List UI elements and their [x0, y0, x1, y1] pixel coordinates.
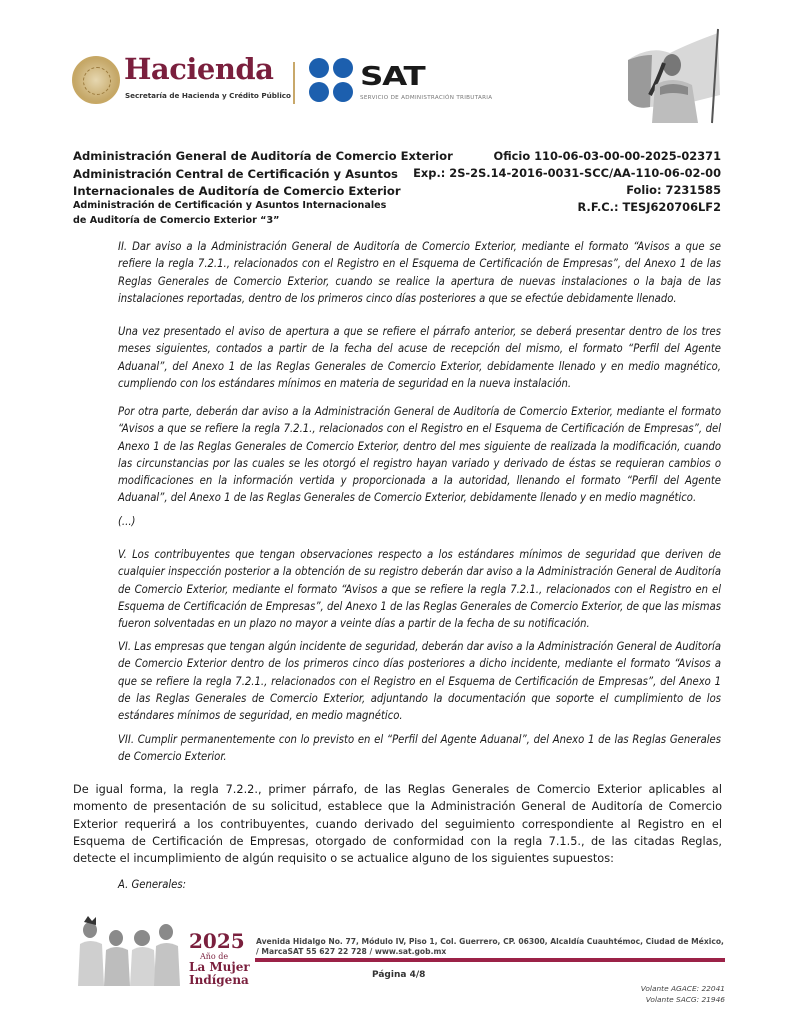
quoted-paragraph: VI. Las empresas que tengan algún incidente de seguridad, deberán dar aviso a la Administración General de Auditoría de Comercio Exterior dentro de los primeros cinco días posteriores a dicho incidente, mediante el formato “Avisos a que se refiere la regla 7.2.1., relacionados con el Registro en el Esquema de Certificación de Empresas”, del Anexo 1 de las Reglas Generales de Comercio Exterior, adjuntando la documentación que soporte el cumplimiento de los estándares mínimos de seguridad, en medio magnético.	[118, 640, 721, 723]
volante-sacg: Volante SACG: 21946	[645, 995, 725, 1004]
national-seal-icon	[72, 56, 120, 104]
agency-sub-line: de Auditoría de Comercio Exterior “3”	[73, 215, 280, 226]
document-reference	[413, 148, 721, 216]
subheading: A. Generales:	[118, 878, 186, 891]
quoted-paragraph: Por otra parte, deberán dar aviso a la Administración General de Auditoría de Comercio Exterior, mediante el formato “Avisos a que se refiere la regla 7.2.1., relacionados con el Registro en el Esquema de Certificación de Empresas”, del Anexo 1 de las Reglas Generales de Comercio Exterior, dentro del mes siguiente de realizada la modificación, cuando las circunstancias por las cuales se les otorgó el registro hayan variado y derivado de éstas se requieran cambios o modificaciones en la información vertida y proporcionada a la autoridad, llenando el formato “Perfil del Agente Aduanal”, del Anexo 1 de las Reglas Generales de Comercio Exterior, debidamente llenado y en medio magnético.	[118, 405, 721, 505]
sat-subtitle: SERVICIO DE ADMINISTRACIÓN TRIBUTARIA	[360, 95, 493, 101]
logo-divider	[293, 62, 295, 104]
indigenous-women-illustration	[74, 916, 184, 986]
quoted-paragraph: Una vez presentado el aviso de apertura a que se refiere el párrafo anterior, se deberá presentar dentro de los tres meses siguientes, contados a partir de la fecha del acuse de recepción del mismo, el formato “Perfil del Agente Aduanal”, del Anexo 1 de las Reglas Generales de Comercio Exterior, debidamente llenado y en medio magnético, cumpliendo con los estándares mínimos en materia de seguridad en la nueva instalación.	[118, 325, 721, 390]
ellipsis-paragraph: (...)	[118, 515, 136, 528]
footer-address: Avenida Hidalgo No. 77, Módulo IV, Piso 1, Col. Guerrero, CP. 06300, Alcaldía Cuauhtémoc, Ciudad de México,	[256, 937, 724, 946]
agency-line: Administración General de Auditoría de Comercio Exterior	[73, 149, 453, 163]
sat-dots-icon	[309, 58, 355, 104]
agency-line: Internacionales de Auditoría de Comercio Exterior	[73, 184, 401, 198]
year-caption: La Mujer	[189, 960, 250, 974]
expediente-number: Exp.: 2S-2S.14-2016-0031-SCC/AA-110-06-02-00	[413, 166, 721, 180]
year-badge: 2025	[189, 929, 245, 953]
volante-agace: Volante AGACE: 22041	[640, 984, 725, 993]
agency-header	[73, 148, 453, 201]
agency-sub-line: Administración de Certificación y Asuntos Internacionales	[73, 200, 387, 211]
year-caption: Indígena	[189, 973, 249, 987]
flag-woman-illustration	[620, 25, 730, 125]
agency-line: Administración Central de Certificación y Asuntos	[73, 166, 398, 181]
quoted-paragraph: V. Los contribuyentes que tengan observaciones respecto a los estándares mínimos de seguridad que deriven de cualquier inspección posterior a la obtención de su registro deberán dar aviso a la Administración General de Auditoría de Comercio Exterior, mediante el formato “Avisos a que se refiere la regla 7.2.1., relacionados con el Registro en el Esquema de Certificación de Empresas”, del Anexo 1 de las Reglas Generales de Comercio Exterior, de que las mismas fueron solventadas en un plazo no mayor a veinte días a partir de la fecha de su notificación.	[118, 548, 721, 631]
year-caption: Año de	[200, 952, 229, 961]
agency-subheader	[73, 198, 386, 228]
body-paragraph: De igual forma, la regla 7.2.2., primer párrafo, de las Reglas Generales de Comercio Exterior aplicables al momento de presentación de su solicitud, establece que la Administración General de Auditoría de Comercio Exterior requerirá a los contribuyentes, cuando derivado del seguimiento correspondiente al Registro en el Esquema de Certificación de Empresas, otorgado de conformidad con la regla 7.1.5., de las citadas Reglas, detecte el incumplimiento de algún requisito o se actualice alguno de los siguientes supuestos:	[73, 783, 722, 866]
quoted-paragraph: VII. Cumplir permanentemente con lo previsto en el “Perfil del Agente Aduanal”, del Anexo 1 de las Reglas Generales de Comercio Exterior.	[118, 733, 721, 764]
oficio-number: Oficio 110-06-03-00-00-2025-02371	[493, 149, 721, 163]
hacienda-subtitle: Secretaría de Hacienda y Crédito Público	[125, 91, 292, 100]
footer-divider	[255, 958, 725, 962]
folio-number: Folio: 7231585	[626, 183, 721, 197]
sat-logo: SAT	[360, 62, 425, 92]
quoted-paragraph: II. Dar aviso a la Administración General de Auditoría de Comercio Exterior, mediante el formato “Avisos a que se refiere la regla 7.2.1., relacionados con el Registro en el Esquema de Certificación de Empresas”, del Anexo 1 de las Reglas Generales de Comercio Exterior, cuando se realice la apertura de nuevas instalaciones o la baja de las instalaciones reportadas, dentro de los primeros cinco días posteriores a que se efectúe debidamente llenado.	[118, 240, 721, 305]
rfc-number: R.F.C.: TESJ620706LF2	[577, 200, 721, 214]
footer-contact: / MarcaSAT 55 627 22 728 / www.sat.gob.mx	[256, 947, 447, 956]
hacienda-logo: Hacienda	[124, 52, 274, 86]
page-number: Página 4/8	[372, 970, 426, 980]
